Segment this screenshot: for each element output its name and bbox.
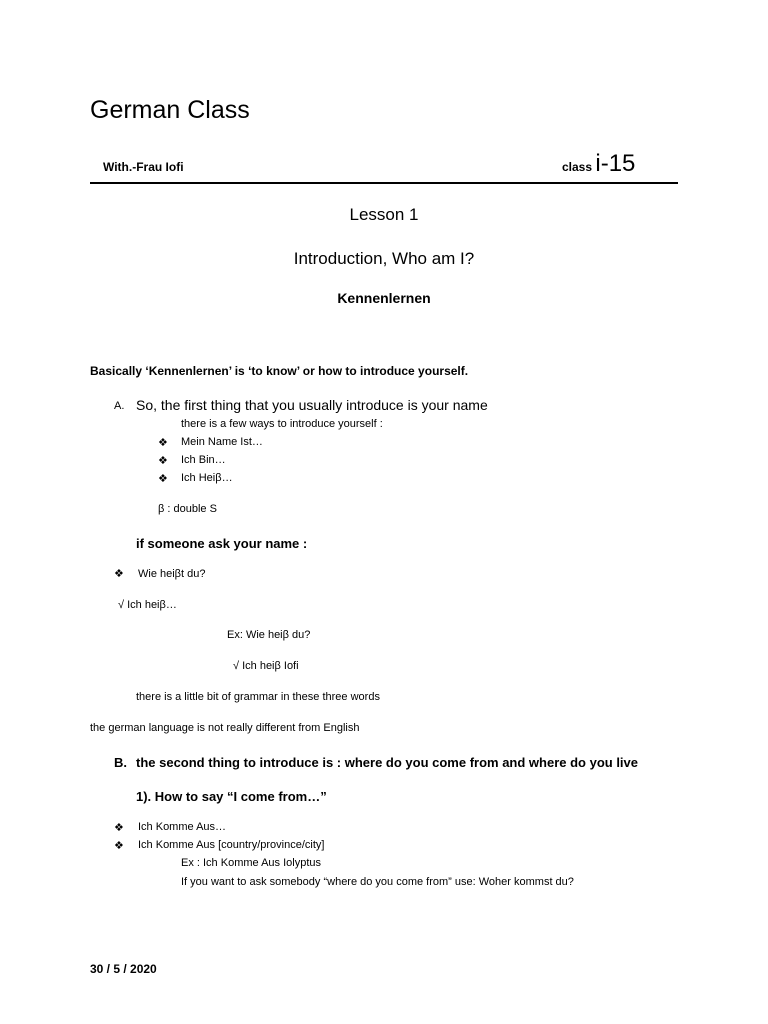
ask-origin-note: If you want to ask somebody “where do you come from” use: Woher kommst du? (181, 876, 574, 888)
example-question: Ex: Wie heiβ du? (227, 629, 311, 641)
not-different-note: the german language is not really different from English (90, 722, 360, 734)
item-b-text: the second thing to introduce is : where do you come from and where do you live (136, 755, 639, 770)
double-s-note: β : double S (158, 503, 217, 515)
item-a-text: So, the first thing that you usually introduce is your name (136, 397, 488, 413)
diamond-bullet-icon: ❖ (158, 455, 168, 467)
list-item: Mein Name Ist… (181, 436, 263, 448)
list-item: Ich Bin… (181, 454, 226, 466)
item-b-letter: B. (114, 755, 127, 770)
answer-line: √ Ich heiβ… (118, 599, 177, 611)
class-code: i-15 (595, 150, 636, 177)
diamond-bullet-icon: ❖ (114, 568, 124, 580)
basically-paragraph: Basically ‘Kennenlernen’ is ‘to know’ or how to introduce yourself. (90, 364, 469, 378)
lesson-number: Lesson 1 (349, 205, 419, 224)
come-from-example: Ex : Ich Komme Aus Iolyptus (181, 857, 322, 869)
few-ways-line: there is a few ways to introduce yourself : (181, 418, 383, 430)
diamond-bullet-icon: ❖ (114, 822, 124, 834)
diamond-bullet-icon: ❖ (158, 437, 168, 449)
list-item: Ich Komme Aus [country/province/city] (138, 839, 325, 851)
ask-question: Wie heiβt du? (138, 568, 206, 580)
list-item: Ich Heiβ… (181, 472, 233, 484)
diamond-bullet-icon: ❖ (114, 840, 124, 852)
class-label-group (562, 150, 635, 178)
diamond-bullet-icon: ❖ (158, 473, 168, 485)
ask-name-heading: if someone ask your name : (136, 536, 308, 551)
example-answer: √ Ich heiβ Iofi (233, 660, 299, 672)
lesson-keyword: Kennenlernen (337, 290, 431, 306)
item-a-letter: A. (114, 400, 125, 412)
come-from-heading: 1). How to say “I come from…” (136, 789, 327, 804)
lesson-topic: Introduction, Who am I? (293, 249, 475, 268)
list-item: Ich Komme Aus… (138, 821, 227, 833)
class-label: class (562, 160, 593, 174)
document-date: 30 / 5 / 2020 (90, 962, 157, 976)
header-rule (90, 182, 678, 184)
teacher-line: With.-Frau Iofi (103, 160, 184, 174)
document-title: German Class (90, 96, 250, 124)
grammar-note: there is a little bit of grammar in these three words (136, 691, 380, 703)
